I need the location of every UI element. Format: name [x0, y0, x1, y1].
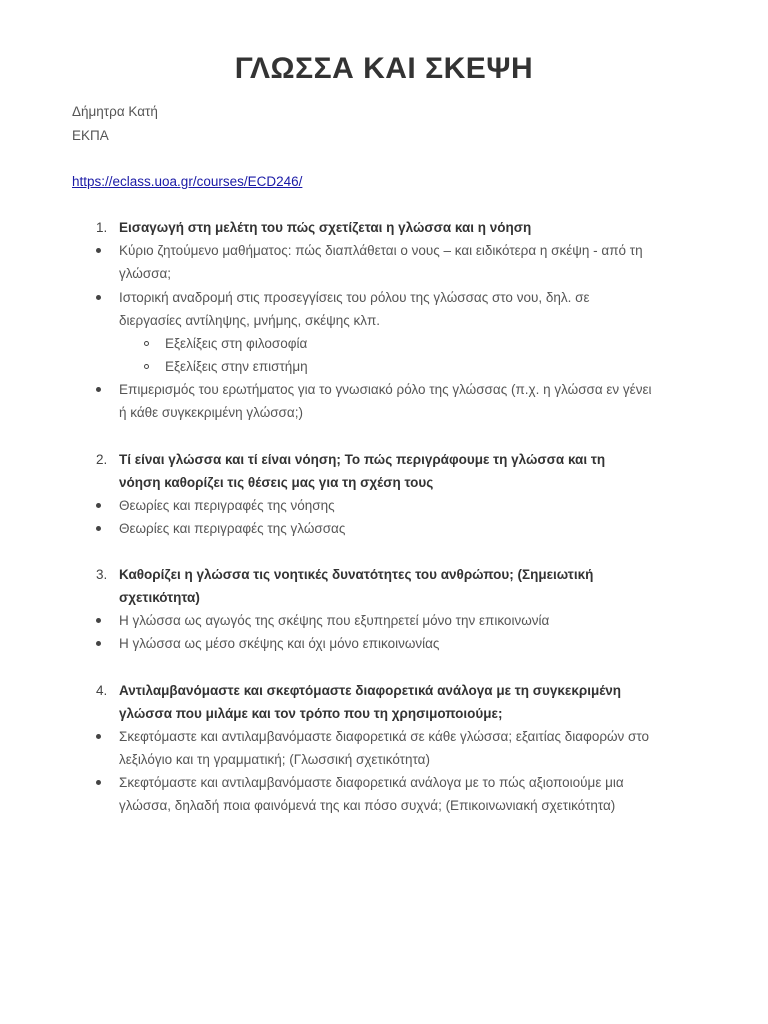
list-item: Θεωρίες και περιγραφές της γλώσσας [119, 521, 346, 536]
circle-bullet-icon [144, 364, 149, 369]
institution-name: ΕΚΠΑ [72, 128, 109, 143]
list-item-continuation: ή κάθε συγκεκριμένη γλώσσα;) [119, 405, 303, 420]
list-item-continuation: γλώσσα, δηλαδή ποια φαινόμενά της και πόσο συχνά; (Επικοινωνιακή σχετικότητα) [119, 798, 616, 813]
list-item: Κύριο ζητούμενο μαθήματος: πώς διαπλάθεται ο νους – και ειδικότερα η σκέψη - από τη [119, 243, 643, 258]
bullet-icon [96, 780, 101, 785]
bullet-icon [96, 387, 101, 392]
page-title: ΓΛΩΣΣΑ ΚΑΙ ΣΚΕΨΗ [234, 52, 534, 85]
bullet-icon [96, 618, 101, 623]
section-heading: Εισαγωγή στη μελέτη του πώς σχετίζεται η γλώσσα και η νόηση [119, 220, 532, 235]
list-item-continuation: λεξιλόγιο και τη γραμματική; (Γλωσσική σχετικότητα) [119, 752, 430, 767]
sub-list-item: Εξελίξεις στη φιλοσοφία [165, 336, 308, 351]
list-item: Ιστορική αναδρομή στις προσεγγίσεις του ρόλου της γλώσσας στο νου, δηλ. σε [119, 290, 590, 305]
section-heading-continuation: γλώσσα που μιλάμε και τον τρόπο που τη χρησιμοποιούμε; [119, 706, 503, 721]
section-heading: Καθορίζει η γλώσσα τις νοητικές δυνατότητες του ανθρώπου; (Σημειωτική [119, 567, 594, 582]
bullet-icon [96, 503, 101, 508]
list-item: Θεωρίες και περιγραφές της νόησης [119, 498, 335, 513]
bullet-icon [96, 734, 101, 739]
circle-bullet-icon [144, 341, 149, 346]
section-number: 3. [96, 567, 108, 582]
section-number: 2. [96, 452, 108, 467]
list-item: Η γλώσσα ως μέσο σκέψης και όχι μόνο επικοινωνίας [119, 636, 440, 651]
course-link[interactable]: https://eclass.uoa.gr/courses/ECD246/ [72, 174, 303, 189]
bullet-icon [96, 248, 101, 253]
list-item: Επιμερισμός του ερωτήματος για το γνωσιακό ρόλο της γλώσσας (π.χ. η γλώσσα εν γένει [119, 382, 652, 397]
section-heading-continuation: σχετικότητα) [119, 590, 200, 605]
bullet-icon [96, 641, 101, 646]
list-item-continuation: γλώσσα; [119, 266, 172, 281]
list-item: Σκεφτόμαστε και αντιλαμβανόμαστε διαφορετικά ανάλογα με το πώς αξιοποιούμε μια [119, 775, 624, 790]
list-item-continuation: διεργασίες αντίληψης, μνήμης, σκέψης κλπ. [119, 313, 381, 328]
section-number: 4. [96, 683, 108, 698]
sub-list-item: Εξελίξεις στην επιστήμη [165, 359, 308, 374]
author-name: Δήμητρα Κατή [72, 104, 158, 119]
list-item: Η γλώσσα ως αγωγός της σκέψης που εξυπηρετεί μόνο την επικοινωνία [119, 613, 550, 628]
bullet-icon [96, 295, 101, 300]
section-heading: Αντιλαμβανόμαστε και σκεφτόμαστε διαφορετικά ανάλογα με τη συγκεκριμένη [119, 683, 622, 698]
list-item: Σκεφτόμαστε και αντιλαμβανόμαστε διαφορετικά σε κάθε γλώσσα; εξαιτίας διαφορών στο [119, 729, 650, 744]
section-heading: Τί είναι γλώσσα και τί είναι νόηση; Το πώς περιγράφουμε τη γλώσσα και τη [119, 452, 606, 467]
bullet-icon [96, 526, 101, 531]
section-heading-continuation: νόηση καθορίζει τις θέσεις μας για τη σχέση τους [119, 475, 434, 490]
section-number: 1. [96, 220, 108, 235]
